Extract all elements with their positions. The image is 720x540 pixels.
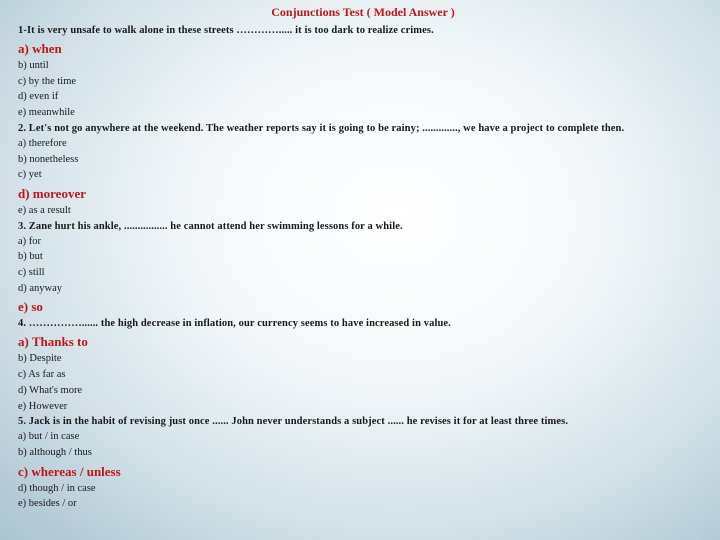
option-1e: e) meanwhile [18, 107, 75, 119]
correct-answer-4: a) Thanks to [18, 334, 88, 350]
option-1c: c) by the time [18, 75, 77, 87]
option-2a: a) therefore [18, 137, 67, 149]
option-3d: d) anyway [18, 282, 63, 294]
option-3b: b) but [18, 251, 43, 263]
option-4c: c) As far as [18, 369, 66, 381]
option-1b: b) until [18, 60, 49, 71]
correct-answer-2: d) moreover [18, 185, 86, 201]
option-4d: d) What's more [18, 384, 83, 396]
question-5: 5. Jack is in the habit of revising just once ...... John never understands a subject ...... he revises it for at least three times. [18, 416, 569, 428]
option-2e: e) as a result [18, 204, 71, 216]
option-4e: e) However [18, 400, 68, 412]
option-4b: b) Despite [18, 353, 62, 365]
option-5b: b) although / thus [18, 446, 92, 458]
option-3a: a) for [18, 235, 42, 247]
question-2: 2. Let's not go anywhere at the weekend. The weather reports say it is going to be rainy; ............., we have a project to complete then. [18, 122, 625, 134]
correct-answer-3: e) so [18, 299, 43, 315]
question-4: 4. ……………...... the high decrease in inflation, our currency seems to have increased in value. [18, 318, 451, 330]
option-5a: a) but / in case [18, 431, 80, 443]
question-1: 1-It is very unsafe to walk alone in these streets …………..... it is too dark to realize crimes. [18, 25, 434, 36]
option-5e: e) besides / or [18, 498, 77, 510]
worksheet [18, 5, 708, 512]
option-3c: c) still [18, 267, 45, 279]
option-2b: b) nonetheless [18, 153, 79, 165]
option-5d: d) though / in case [18, 482, 96, 494]
option-2c: c) yet [18, 169, 42, 181]
question-3: 3. Zane hurt his ankle, ................ he cannot attend her swimming lessons for a while. [18, 220, 403, 232]
page-title: Conjunctions Test ( Model Answer ) [271, 5, 455, 19]
correct-answer-5: c) whereas / unless [18, 463, 121, 479]
option-1d: d) even if [18, 91, 59, 103]
correct-answer-1: a) when [18, 41, 62, 56]
